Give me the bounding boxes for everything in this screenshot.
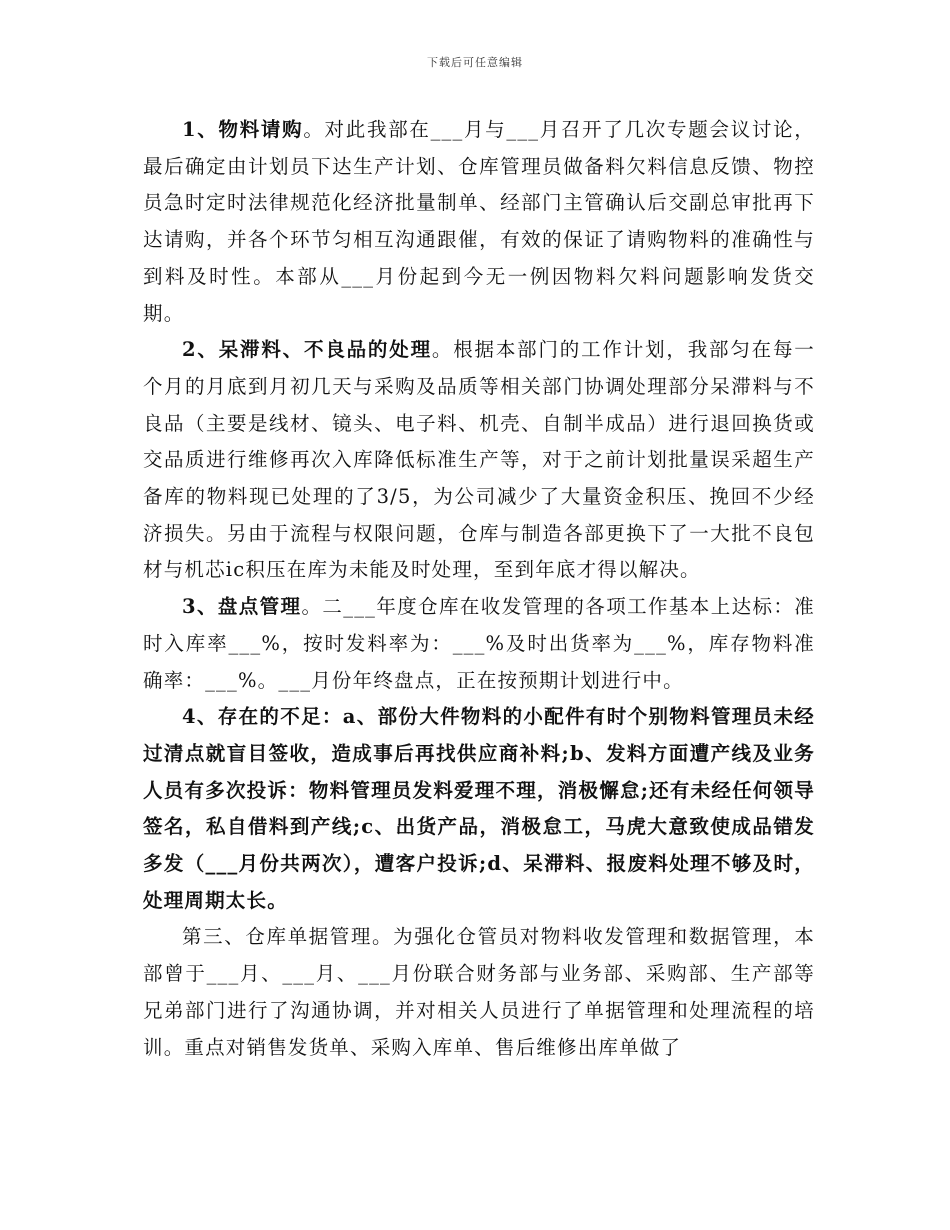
document-body [143, 112, 815, 1066]
paragraph-material-purchase [143, 112, 815, 332]
paragraph-text: 。对此我部在___月与___月召开了几次专题会议讨论，最后确定由计划员下达生产计划、仓库管理员做备料欠料信息反馈、物控员急时定时法律规范化经济批量制单、经部门主管确认后交副总审批再下达请购，并各个环节匀相互沟通跟催，有效的保证了请购物料的准确性与到料及时性。本部从___月份起到今无一例因物料欠料问题影响发货交期。 [143, 118, 815, 325]
paragraph-heading: 2、呆滞料、不良品的处理 [182, 338, 432, 362]
paragraph-heading: 3、盘点管理 [182, 595, 302, 619]
paragraph-text: 。二___年度仓库在收发管理的各项工作基本上达标：准时入库率___%，按时发料率为：___%及时出货率为___%，库存物料准确率：___%。___月份年终盘点，正在按预期计划进行中。 [143, 595, 815, 692]
page-header: 下载后可任意编辑 [427, 56, 523, 69]
paragraph-inventory-management [143, 589, 815, 699]
paragraph-document-management: 第三、仓库单据管理。为强化仓管员对物料收发管理和数据管理，本部曾于___月、___月、___月份联合财务部与业务部、采购部、生产部等兄弟部门进行了沟通协调，并对相关人员进行了单据管理和处理流程的培训。重点对销售发货单、采购入库单、售后维修出库单做了 [143, 925, 815, 1059]
paragraph-slow-moving-defective [143, 332, 815, 589]
paragraph-shortcomings: 4、存在的不足：a、部份大件物料的小配件有时个别物料管理员未经过清点就盲目签收，造成事后再找供应商补料;b、发料方面遭产线及业务人员有多次投诉：物料管理员发料爱理不理，消极懈怠;还有未经任何领导签名，私自借料到产线;c、出货产品，消极怠工，马虎大意致使成品错发多发（___月份共两次），遭客户投诉;d、呆滞料、报废料处理不够及时，处理周期太长。 [143, 705, 815, 912]
paragraph-text: 。根据本部门的工作计划，我部匀在每一个月的月底到月初几天与采购及品质等相关部门协调处理部分呆滞料与不良品（主要是线材、镜头、电子料、机壳、自制半成品）进行退回换货或交品质进行维修再次入库降低标准生产等，对于之前计划批量误采超生产备库的物料现已处理的了3/5，为公司减少了大量资金积压、挽回不少经济损失。另由于流程与权限问题，仓库与制造各部更换下了一大批不良包材与机芯ic积压在库为未能及时处理，至到年底才得以解决。 [143, 338, 815, 582]
paragraph-heading: 1、物料请购 [182, 118, 304, 141]
